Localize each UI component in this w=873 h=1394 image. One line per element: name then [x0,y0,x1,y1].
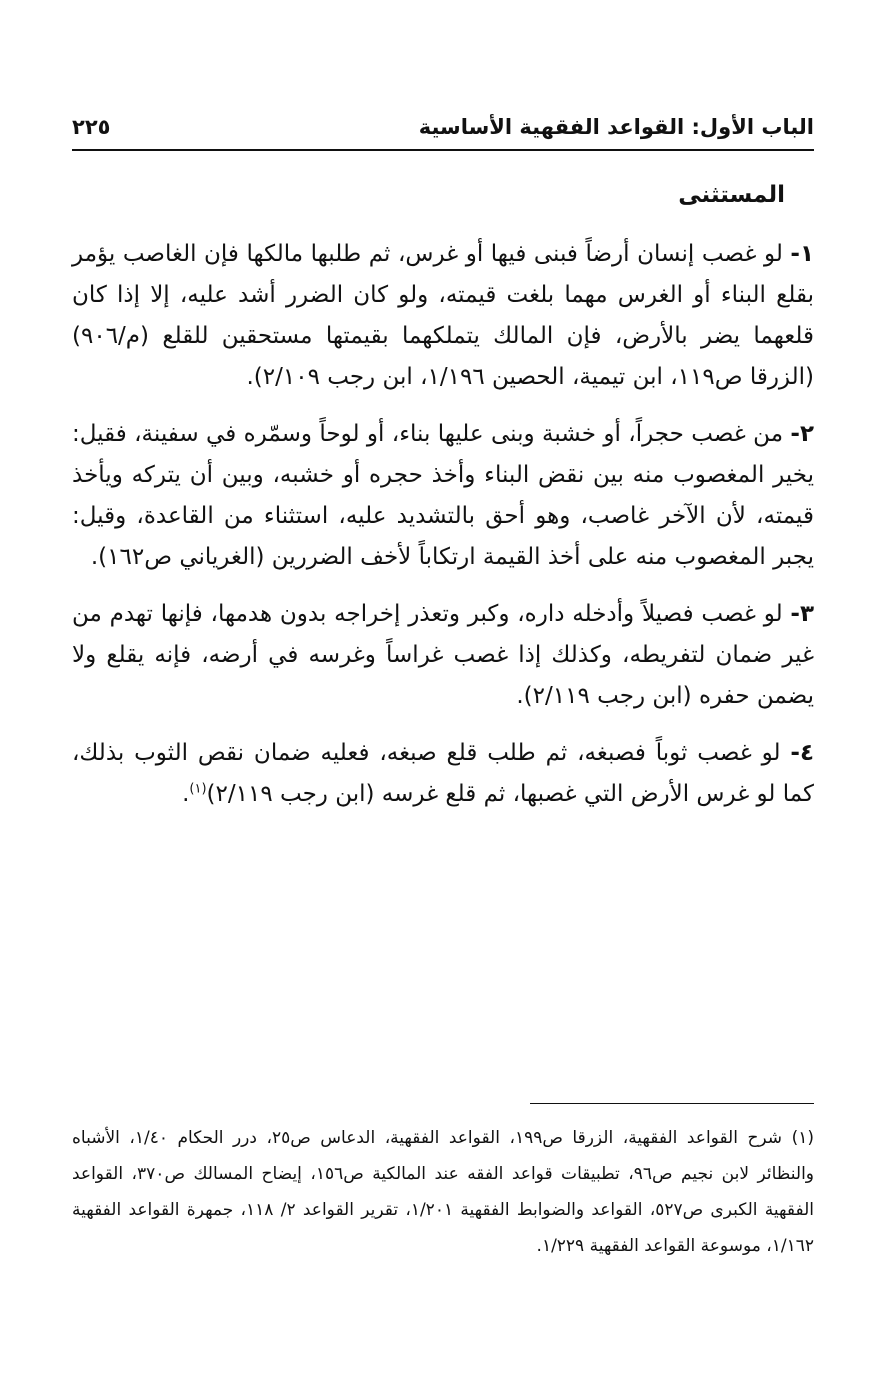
exception-item-3 [72,594,814,717]
exception-item-2 [72,414,814,578]
item-number: ٣- [790,601,814,627]
exception-item-4 [72,733,814,815]
item-number: ٤- [790,740,815,766]
footnote [72,1120,814,1264]
exception-item-1 [72,234,814,398]
page-number: ٢٢٥ [72,115,111,139]
main-text [72,234,814,831]
item-number: ٢- [790,421,814,447]
header-divider [72,149,814,151]
item-end-mark: . [182,781,190,807]
footnote-marker: (١) [791,1128,814,1148]
item-number: ١- [790,241,814,267]
footnote-reference: (١) [189,781,207,797]
item-text: من غصب حجراً، أو خشبة وبنى عليها بناء، أو لوحاً وسمّره في سفينة، فقيل: يخير المغصوب منه بين نقض البناء وأخذ حجره أو خشبه، وبين أن يتركه ويأخذ قيمته، لأن الآخر غاصب، وهو أحق بالتشديد عليه، استثناء من القاعدة، وقيل: يجبر المغصوب منه على أخذ القيمة ارتكاباً لأخف الضررين (الغرياني ص١٦٢). [72,421,814,570]
footnote-divider [530,1103,814,1104]
running-header [72,112,814,148]
item-text: لو غصب ثوباً فصبغه، ثم طلب قلع صبغه، فعليه ضمان نقص الثوب بذلك، كما لو غرس الأرض التي غصبها، ثم قلع غرسه (ابن رجب ٢/١١٩) [72,740,814,807]
item-text: لو غصب فصيلاً وأدخله داره، وكبر وتعذر إخراجه بدون هدمها، فإنها تهدم من غير ضمان لتفريطه، وكذلك إذا غصب غراساً وغرسه في أرضه، فإنه يقلع ولا يضمن حفره (ابن رجب ٢/١١٩). [72,601,814,709]
section-heading: المستثنى [678,182,785,208]
item-text: لو غصب إنسان أرضاً فبنى فيها أو غرس، ثم طلبها مالكها فإن الغاصب يؤمر بقلع البناء أو الغرس مهما بلغت قيمته، ولو كان الضرر أشد عليه، إلا إذا كان قلعهما يضر بالأرض، فإن المالك يتملكهما بقيمتها مستحقين للقلع (م/٩٠٦) (الزرقا ص١١٩، ابن تيمية، الحصين ١/١٩٦، ابن رجب ٢/١٠٩). [72,241,814,390]
chapter-title: الباب الأول: القواعد الفقهية الأساسية [418,115,814,139]
footnote-text: شرح القواعد الفقهية، الزرقا ص١٩٩، القواعد الفقهية، الدعاس ص٢٥، درر الحكام ١/٤٠، الأشباه والنظائر لابن نجيم ص٩٦، تطبيقات قواعد الفقه عند المالكية ص١٥٦، إيضاح المسالك ص٣٧٠، القواعد الفقهية الكبرى ص٥٢٧، القواعد والضوابط الفقهية ١/٢٠١، تقرير القواعد ٢/ ١١٨، جمهرة القواعد الفقهية ١/١٦٢، موسوعة القواعد الفقهية ١/٢٢٩. [72,1128,814,1256]
